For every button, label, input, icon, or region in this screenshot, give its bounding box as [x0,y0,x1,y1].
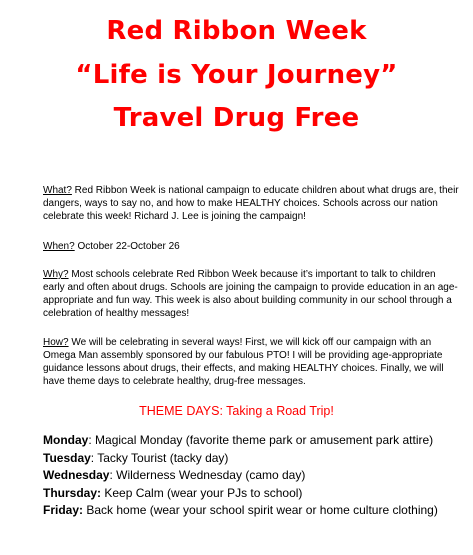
why-text: Most schools celebrate Red Ribbon Week because it’s important to talk to children early and often about drugs. Schools are joining the campaign to provide education in an age-appropriate and fun way. This week is also about building community in our school through a celebration of healthy messages! [43,269,458,319]
what-label: What? [43,185,72,196]
title-line-2: “Life is Your Journey” [75,60,398,90]
day-name: Friday: [43,503,84,517]
day-separator: : [88,433,92,447]
day-description: Tacky Tourist (tacky day) [94,450,229,465]
when-label: When? [43,241,75,252]
when-text: October 22-October 26 [74,241,180,252]
theme-day-monday [43,432,463,450]
theme-days-heading: THEME DAYS: Taking a Road Trip! [139,404,334,418]
how-paragraph [43,336,459,388]
title-line-3: Travel Drug Free [113,103,360,133]
what-text: Red Ribbon Week is national campaign to educate children about what drugs are, their dangers, ways to say no, and how to make HEALTHY choices. Schools across our nation celebrate this week! Richard J. Lee is joining the campaign! [43,185,459,222]
theme-day-friday [43,502,463,520]
title-line-1: Red Ribbon Week [106,16,367,46]
theme-day-wednesday [43,467,463,485]
day-description: Keep Calm (wear your PJs to school) [101,485,303,500]
theme-day-thursday [43,485,463,503]
day-name: Tuesday [43,450,91,465]
what-paragraph [43,184,459,223]
day-description: Wilderness Wednesday (camo day) [112,468,306,482]
why-label: Why? [43,269,69,280]
day-separator: : [90,450,95,465]
theme-day-tuesday [43,450,463,468]
day-name: Monday [43,433,89,447]
day-name: Thursday: [43,485,102,500]
when-paragraph [43,240,459,253]
how-text: We will be celebrating in several ways! First, we will kick off our campaign with an Omega Man assembly sponsored by our fabulous PTO! I will be providing age-appropriate guidance lessons about drugs, their effects, and making HEALTHY choices. Finally, we will have theme days to celebrate healthy, drug-free messages. [43,337,444,387]
theme-days-list [43,432,463,520]
day-separator: : [109,468,113,482]
day-description: Back home (wear your school spirit wear or home culture clothing) [83,503,438,517]
why-paragraph [43,268,459,320]
day-name: Wednesday [43,468,110,482]
how-label: How? [43,337,69,348]
day-description: Magical Monday (favorite theme park or amusement park attire) [91,433,434,447]
